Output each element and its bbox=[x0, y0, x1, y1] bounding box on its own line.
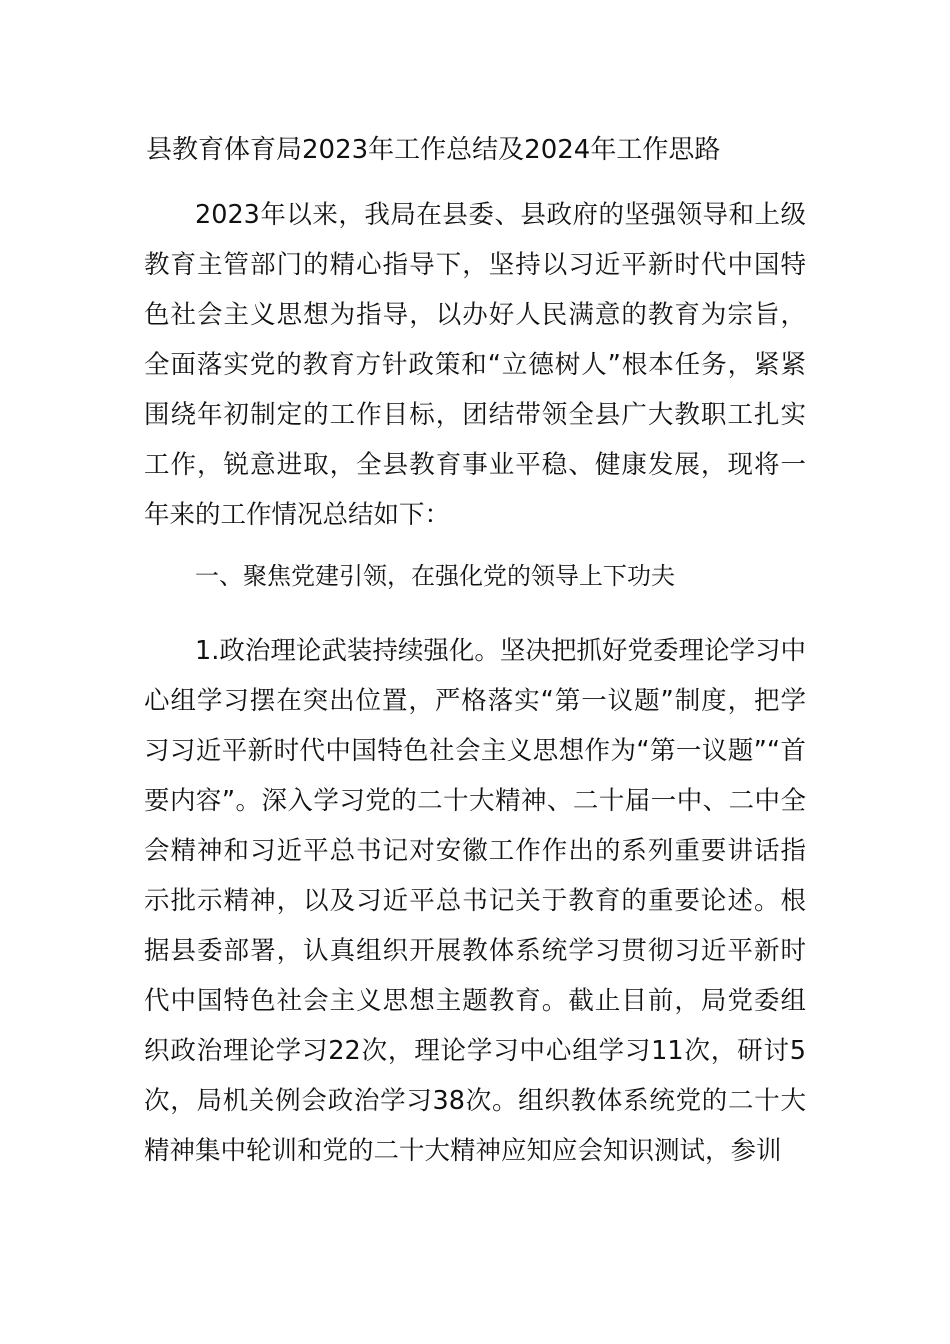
intro-paragraph: 2023年以来，我局在县委、县政府的坚强领导和上级教育主管部门的精心指导下，坚持以习近平新时代中国特色社会主义思想为指导，以办好人民满意的教育为宗旨，全面落实党的教育方针政策和“立德树人”根本任务，紧紧围绕年初制定的工作目标，团结带领全县广大教职工扎实工作，锐意进取，全县教育事业平稳、健康发展，现将一年来的工作情况总结如下： bbox=[144, 200, 806, 530]
document-title: 县教育体育局2023年工作总结及2024年工作思路 bbox=[146, 135, 721, 165]
section-heading-1: 一、聚焦党建引领，在强化党的领导上下功夫 bbox=[195, 562, 675, 590]
section-1-paragraph-1: 1.政治理论武装持续强化。坚决把抓好党委理论学习中心组学习摆在突出位置，严格落实“第一议题”制度，把学习习近平新时代中国特色社会主义思想作为“第一议题”“首要内容”。深入学习党的二十大精神、二十届一中、二中全会精神和习近平总书记对安徽工作作出的系列重要讲话指示批示精神，以及习近平总书记关于教育的重要论述。根据县委部署，认真组织开展教体系统学习贯彻习近平新时代中国特色社会主义思想主题教育。截止目前，局党委组织政治理论学习22次，理论学习中心组学习11次，研讨5次，局机关例会政治学习38次。组织教体系统党的二十大精神集中轮训和党的二十大精神应知应会知识测试，参训 bbox=[144, 636, 806, 1166]
